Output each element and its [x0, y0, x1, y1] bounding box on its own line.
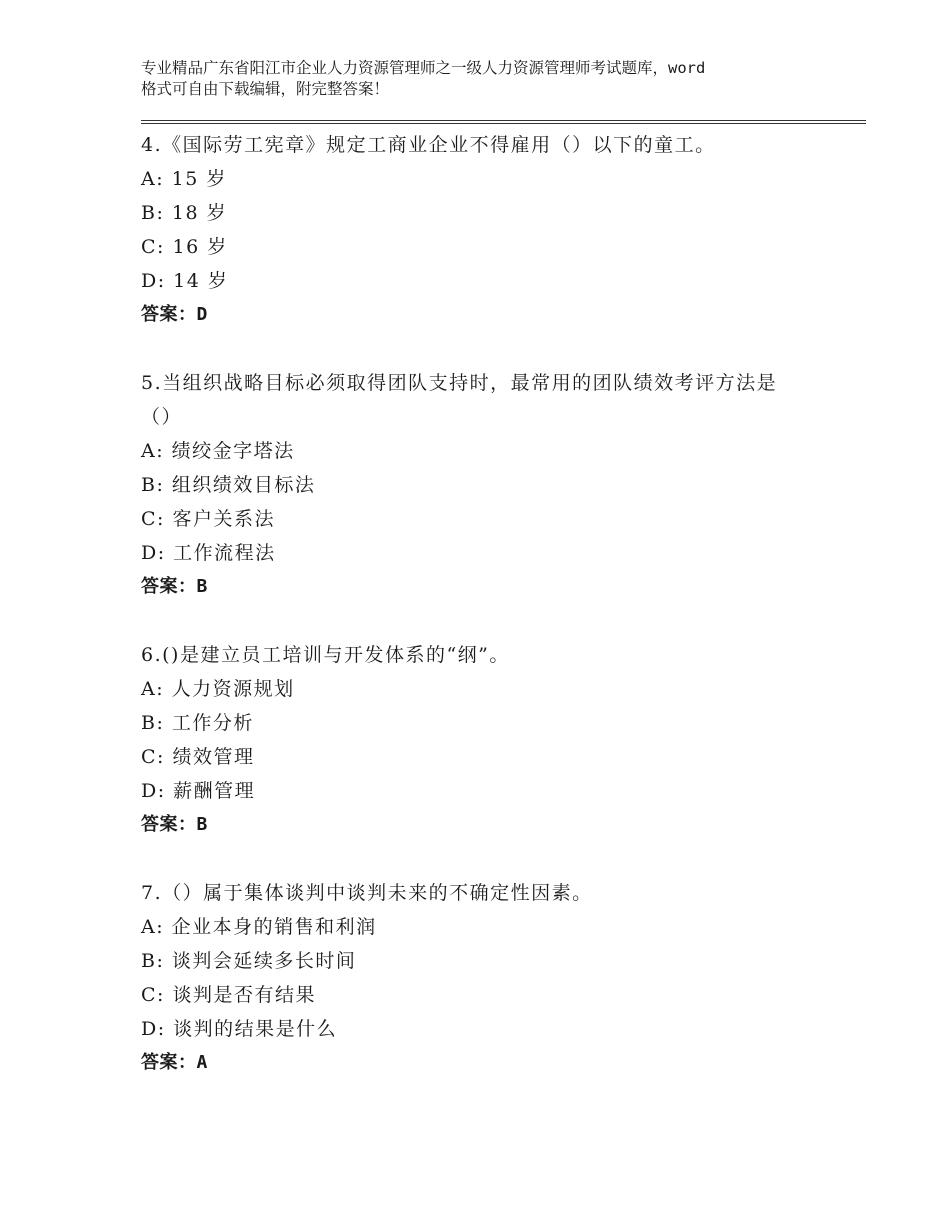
- option-d: D: 14 岁: [141, 270, 229, 292]
- option-b: B: 18 岁: [141, 202, 228, 224]
- option-c: C: 客户关系法: [141, 508, 275, 530]
- answer-label: 答案：A: [141, 1052, 208, 1073]
- question-stem: 4.《国际劳工宪章》规定工商业企业不得雇用（）以下的童工。: [141, 134, 716, 156]
- answer-label: 答案：B: [141, 576, 208, 597]
- option-d: D: 薪酬管理: [141, 780, 256, 802]
- option-b: B: 工作分析: [141, 712, 254, 734]
- question-stem: 7.（）属于集体谈判中谈判未来的不确定性因素。: [141, 882, 593, 904]
- question-stem: 5.当组织战略目标必须取得团队支持时，最常用的团队绩效考评方法是（）: [141, 372, 778, 428]
- option-a: A: 绩绞金字塔法: [141, 440, 295, 462]
- option-c: C: 16 岁: [141, 236, 228, 258]
- header-divider: [141, 120, 866, 124]
- question-6: [141, 638, 841, 842]
- option-a: A: 15 岁: [141, 168, 227, 190]
- answer-label: 答案：B: [141, 814, 208, 835]
- option-b: B: 组织绩效目标法: [141, 474, 316, 496]
- header-line-2: 格式可自由下载编辑，附完整答案！: [141, 80, 390, 98]
- question-4: [141, 128, 841, 332]
- option-a: A: 企业本身的销售和利润: [141, 916, 377, 938]
- option-a: A: 人力资源规划: [141, 678, 295, 700]
- question-7: [141, 876, 841, 1080]
- option-c: C: 绩效管理: [141, 746, 255, 768]
- question-stem: 6.()是建立员工培训与开发体系的“纲”。: [141, 644, 510, 666]
- page-header: [141, 58, 841, 100]
- answer-label: 答案：D: [141, 304, 208, 325]
- question-list: [141, 128, 841, 1080]
- question-5: [141, 366, 841, 604]
- option-c: C: 谈判是否有结果: [141, 984, 316, 1006]
- header-line-1: 专业精品广东省阳江市企业人力资源管理师之一级人力资源管理师考试题库，word: [141, 59, 706, 77]
- option-d: D: 工作流程法: [141, 542, 276, 564]
- option-d: D: 谈判的结果是什么: [141, 1018, 338, 1040]
- option-b: B: 谈判会延续多长时间: [141, 950, 357, 972]
